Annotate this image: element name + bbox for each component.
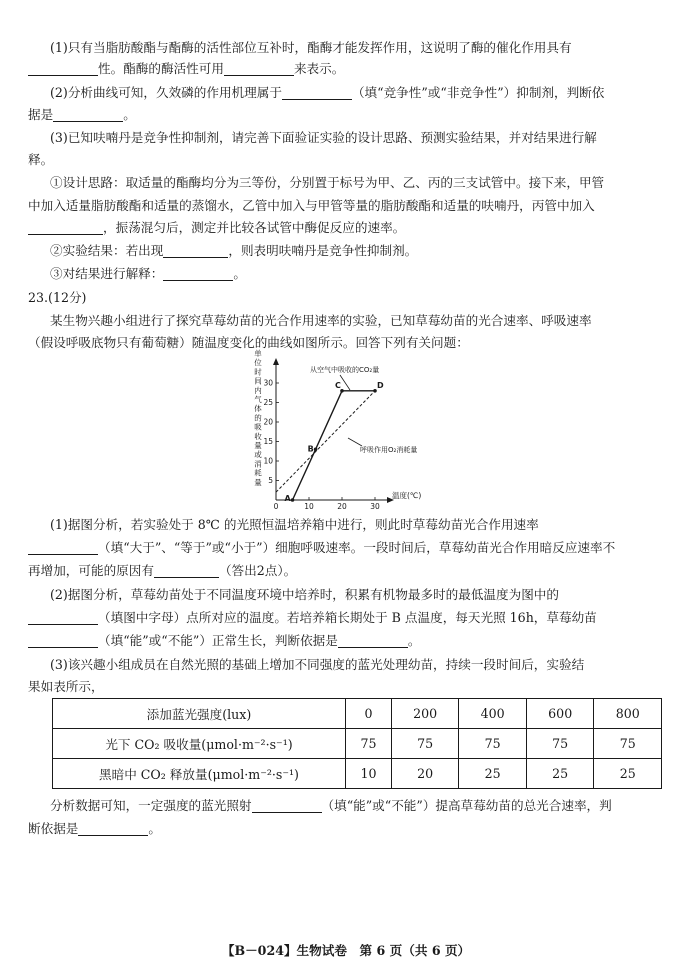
- table-cell: 75: [391, 729, 459, 759]
- y-axis-title-char: 气: [254, 395, 262, 404]
- q22-part3-line1: (3)已知呋喃丹是竞争性抑制剂，请完善下面验证实验的设计思路、预测实验结果，并对结果进行解: [50, 130, 597, 145]
- x-axis-label: 温度(℃): [392, 491, 422, 500]
- answer-blank[interactable]: [28, 633, 98, 648]
- q23-s3-line1: (3)该兴趣小组成员在自然光照的基础上增加不同强度的蓝光处理幼苗，持续一段时间后，实验结: [50, 657, 585, 672]
- table-header-cell: 0: [346, 699, 392, 729]
- y-axis-title-char: 体: [254, 404, 262, 414]
- table-cell: 25: [459, 759, 527, 789]
- table-cell: 25: [594, 759, 662, 789]
- x-tick-label: 0: [273, 502, 279, 511]
- answer-blank[interactable]: [163, 266, 233, 281]
- y-tick-label: 5: [268, 476, 273, 485]
- y-tick-label: 30: [263, 378, 273, 388]
- q23-s1-line2: （填“大于”、“等于”或“小于”）细胞呼吸速率。一段时间后，草莓幼苗光合作用暗反应速率不: [28, 537, 668, 558]
- series-label-leader: [340, 375, 350, 390]
- y-axis-title-char: 单: [254, 349, 262, 358]
- q23-s2-line1: (2)据图分析，草莓幼苗处于不同温度环境中培养时，积累有机物最多时的最低温度为图中的: [50, 587, 559, 602]
- table-header-cell: 800: [594, 699, 662, 729]
- table-cell: 黑暗中 CO₂ 释放量(μmol·m⁻²·s⁻¹): [53, 759, 346, 789]
- x-tick-label: 10: [304, 502, 314, 511]
- point-label: A: [284, 494, 291, 503]
- table-row: [53, 759, 662, 789]
- y-axis-title-char: 量: [254, 477, 262, 487]
- table-cell: 75: [346, 729, 392, 759]
- table-header-cell: 添加蓝光强度(lux): [53, 699, 346, 729]
- q22-design-line2: 中加入适量脂肪酸酯和适量的蒸馏水，乙管中加入与甲管等量的脂肪酸酯和适量的呋喃丹，丙管中加入: [28, 198, 595, 213]
- table-header-cell: 400: [459, 699, 527, 729]
- y-axis-title-char: 吸: [254, 422, 262, 432]
- table-cell: 20: [391, 759, 459, 789]
- table-cell: 75: [459, 729, 527, 759]
- y-axis-arrow: [273, 358, 279, 365]
- series-label-co2-absorbed: 从空气中吸收的CO₂量: [310, 366, 380, 374]
- table-cell: 75: [594, 729, 662, 759]
- q23-s1-line1: (1)据图分析，若实验处于 8℃ 的光照恒温培养箱中进行，则此时草莓幼苗光合作用速率: [50, 517, 539, 532]
- q22-result-line: ②实验结果：若出现 ，则表明呋喃丹是竞争性抑制剂。: [50, 243, 418, 258]
- answer-blank[interactable]: [252, 798, 322, 813]
- table-header-cell: 600: [526, 699, 594, 729]
- point-marker: [291, 498, 295, 502]
- x-tick-label: 30: [370, 502, 380, 511]
- y-axis-title-char: 位: [254, 358, 262, 368]
- q22-part2-line2: 据是 。: [28, 107, 136, 122]
- q23-s2-line3: （填“能”或“不能”）正常生长，判断依据是 。: [28, 630, 668, 651]
- y-axis-title-char: 的: [254, 413, 262, 423]
- q22-part1-line1: (1)只有当脂肪酸酯与酯酶的活性部位互补时，酯酶才能发挥作用，这说明了酶的催化作用具有: [50, 40, 572, 55]
- q22-design-line3: ，振荡混匀后，测定并比较各试管中酶促反应的速率。: [28, 217, 668, 238]
- answer-blank[interactable]: [163, 243, 228, 258]
- q22-part2-line1: (2)分析曲线可知，久效磷的作用机理属于 （填“竞争性”或“非竞争性”）抑制剂，判断依: [50, 85, 605, 100]
- y-axis-title-char: 内: [254, 385, 262, 395]
- answer-blank[interactable]: [53, 107, 123, 122]
- q23-intro-line1: 某生物兴趣小组进行了探究草莓幼苗的光合作用速率的实验，已知草莓幼苗的光合速率、呼吸速率: [50, 313, 592, 328]
- table-header-row: [53, 699, 662, 729]
- y-tick-label: 20: [263, 417, 273, 427]
- table-cell: 光下 CO₂ 吸收量(μmol·m⁻²·s⁻¹): [53, 729, 346, 759]
- q23-s3-line2: 果如表所示，: [28, 679, 104, 694]
- answer-blank[interactable]: [28, 61, 98, 76]
- series-label-o2-consumed: 呼吸作用O₂消耗量: [360, 446, 418, 454]
- answer-blank[interactable]: [224, 61, 294, 76]
- y-tick-label: 25: [263, 398, 273, 407]
- y-axis-title-char: 收: [254, 431, 262, 441]
- temperature-rate-chart: [230, 348, 430, 511]
- answer-blank[interactable]: [78, 821, 148, 836]
- table-cell: 25: [526, 759, 594, 789]
- q23-s2-line2: （填图中字母）点所对应的温度。若培养箱长期处于 B 点温度，每天光照 16h，草莓幼苗: [28, 607, 668, 628]
- y-tick-label: 15: [263, 437, 273, 446]
- q23-number: 23.(12分): [28, 290, 87, 305]
- answer-blank[interactable]: [154, 563, 219, 578]
- point-label: D: [377, 380, 384, 390]
- q23-analysis-line1: 分析数据可知，一定强度的蓝光照射 （填“能”或“不能”）提高草莓幼苗的总光合速率，判: [50, 798, 612, 813]
- answer-blank[interactable]: [282, 85, 352, 100]
- q22-explain-line: ③对结果进行解释： 。: [50, 266, 246, 281]
- table-cell: 10: [346, 759, 392, 789]
- series-line-o2-consumed: [276, 391, 375, 492]
- q22-design-line1: ①设计思路：取适量的酯酶均分为三等份，分别置于标号为甲、乙、丙的三支试管中。接下来，甲管: [50, 175, 605, 190]
- blue-light-table: [52, 698, 662, 789]
- table-cell: 75: [526, 729, 594, 759]
- y-tick-label: 10: [263, 456, 273, 466]
- point-marker: [314, 448, 318, 452]
- answer-blank[interactable]: [28, 220, 103, 235]
- point-label: B: [307, 444, 314, 454]
- y-axis-title: [254, 348, 262, 487]
- answer-blank[interactable]: [28, 540, 98, 555]
- y-axis-title-char: 消: [254, 459, 262, 469]
- q23-analysis-line2: 断依据是 。: [28, 821, 161, 836]
- x-tick-label: 20: [337, 502, 347, 511]
- table-row: [53, 729, 662, 759]
- answer-blank[interactable]: [28, 610, 98, 625]
- page-footer: 【B－024】生物试卷 第 6 页（共 6 页）: [221, 943, 471, 958]
- series-label-leader: [348, 438, 362, 446]
- q22-part3-line2: 释。: [28, 152, 54, 167]
- y-axis-title-char: 时: [254, 367, 262, 377]
- y-axis-title-char: 量: [254, 441, 262, 450]
- q23-s1-line3: 再增加，可能的原因有 （答出2点）。: [28, 563, 297, 578]
- answer-blank[interactable]: [338, 633, 408, 648]
- y-axis-title-char: 或: [254, 450, 262, 460]
- point-label: C: [335, 380, 341, 390]
- y-axis-title-char: 耗: [254, 468, 262, 478]
- q23-intro-line2: （假设呼吸底物只有葡萄糖）随温度变化的曲线如图所示。回答下列有关问题：: [28, 335, 469, 350]
- y-axis-title-char: 间: [254, 376, 262, 386]
- table-header-cell: 200: [391, 699, 459, 729]
- q22-part1-line2: 性。酯酶的酶活性可用 来表示。: [28, 58, 668, 79]
